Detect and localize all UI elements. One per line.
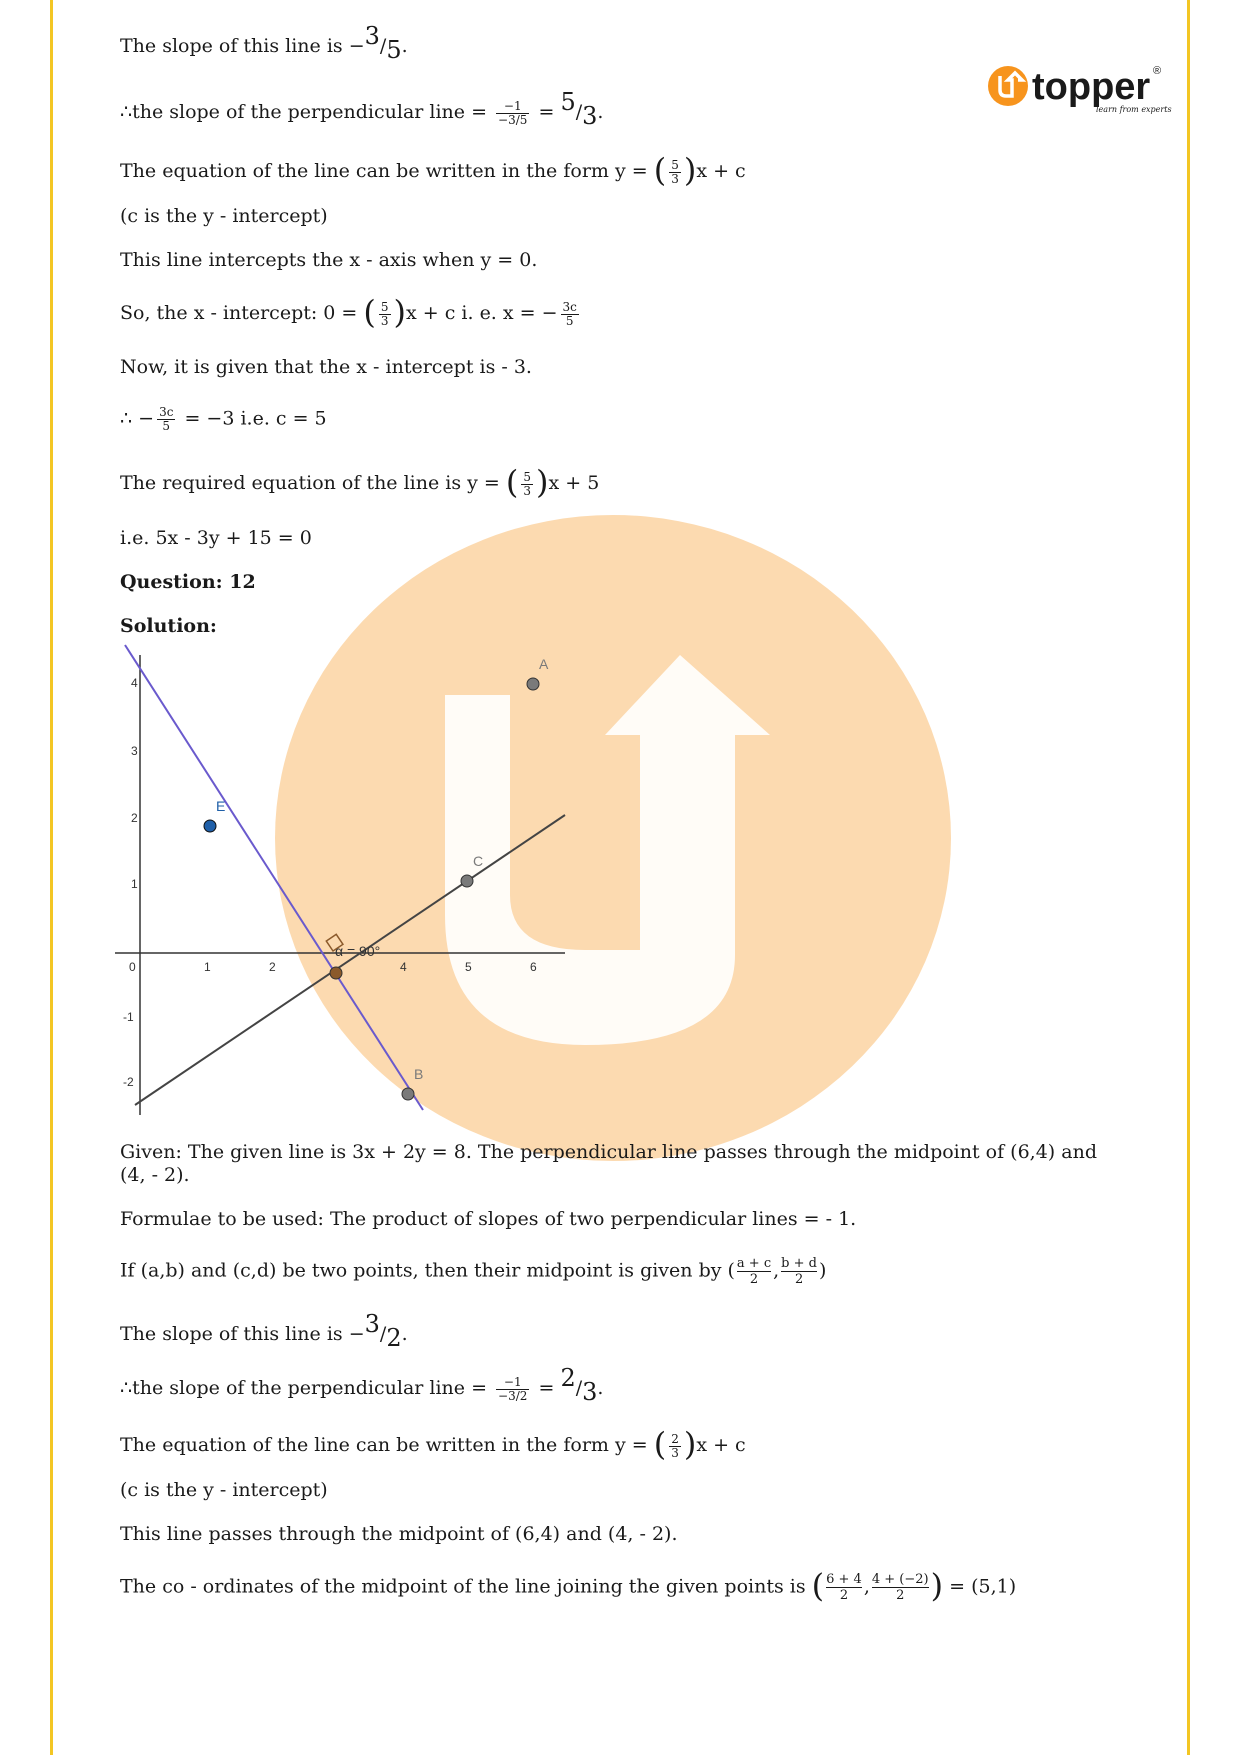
topper-logo: [986, 64, 1172, 122]
x-tick-2: 2: [269, 960, 276, 974]
registered-mark: ®: [1153, 65, 1162, 77]
x-tick-1: 1: [204, 960, 211, 974]
perpendicular-slope-1: ∴the slope of the perpendicular line = $\frac{-1}{-3/5}$ = 5/3.: [120, 88, 604, 130]
coordinate-graph: [115, 645, 585, 1125]
logo-circle-icon: [988, 66, 1028, 106]
final-equation: i.e. 5x - 3y + 15 = 0: [120, 527, 312, 549]
point-E: [204, 820, 216, 832]
point-A-label: A: [539, 656, 549, 672]
y-intercept-note-1: (c is the y - intercept): [120, 205, 328, 227]
logo-wordmark: topper: [1032, 66, 1151, 108]
point-C: [461, 875, 473, 887]
y-tick-neg1: -1: [123, 1010, 134, 1024]
x-intercept-equation: So, the x - intercept: 0 = ( $\frac{5}{3}$ )x + c i. e. x = − $\frac{3c}{5}$: [120, 293, 577, 331]
y-tick-neg2: -2: [123, 1075, 134, 1089]
required-equation: The required equation of the line is y = ( $\frac{5}{3}$ )x + 5: [120, 463, 600, 501]
given-line: [125, 645, 423, 1110]
point-C-label: C: [473, 853, 484, 869]
point-B-label: B: [414, 1066, 424, 1082]
perpendicular-line: [135, 815, 565, 1105]
point-E-label: E: [216, 798, 226, 814]
page-border-right: [1187, 0, 1190, 1755]
x-axis-intercept-text: This line intercepts the x - axis when y = 0.: [120, 249, 538, 271]
point-A: [527, 678, 539, 690]
x-tick-6: 6: [530, 960, 537, 974]
question-heading: Question: 12: [120, 571, 256, 593]
perpendicular-slope-2: ∴the slope of the perpendicular line = $\frac{-1}{-3/2}$ = 2/3.: [120, 1364, 604, 1406]
midpoint-formula: If (a,b) and (c,d) be two points, then their midpoint is given by ( $\frac{a + c}{2}$ , $\frac{b + d}{2}$ ): [120, 1256, 827, 1287]
slope-line-2: The slope of this line is −3/2.: [120, 1310, 408, 1352]
line-equation-form-1: The equation of the line can be written in the form y = ( $\frac{5}{3}$ )x + c: [120, 151, 746, 189]
point-B: [402, 1088, 414, 1100]
midpoint-coordinates: The co - ordinates of the midpoint of the line joining the given points is ( $\frac{6 + 4}{2}$ , $\frac{4 + (-2)}{2}$ ) = (5,1): [120, 1566, 1017, 1605]
formula-statement: Formulae to be used: The product of slopes of two perpendicular lines = - 1.: [120, 1208, 857, 1230]
page-border-left: [50, 0, 53, 1755]
solution-heading: Solution:: [120, 615, 217, 637]
angle-label: α = 90°: [335, 943, 381, 959]
logo-tagline: learn from experts: [1096, 105, 1172, 114]
midpoint-pass-text: This line passes through the midpoint of (6,4) and (4, - 2).: [120, 1523, 678, 1545]
y-tick-2: 2: [131, 811, 138, 825]
given-x-intercept: Now, it is given that the x - intercept is - 3.: [120, 356, 532, 378]
intersection-point: [330, 967, 342, 979]
line-equation-form-2: The equation of the line can be written in the form y = ( $\frac{2}{3}$ )x + c: [120, 1425, 746, 1463]
given-statement: Given: The given line is 3x + 2y = 8. The perpendicular line passes through the midpoint of (6,4) and (4, - 2).: [120, 1141, 1097, 1186]
x-tick-5: 5: [465, 960, 472, 974]
c-value-derivation: ∴ − $\frac{3c}{5}$ = −3 i.e. c = 5: [120, 405, 327, 433]
y-intercept-note-2: (c is the y - intercept): [120, 1479, 328, 1501]
slope-line-1: The slope of this line is −3/5.: [120, 22, 408, 64]
x-tick-4: 4: [400, 960, 407, 974]
x-tick-0: 0: [129, 960, 136, 974]
y-tick-3: 3: [131, 744, 138, 758]
y-tick-4: 4: [131, 676, 138, 690]
y-tick-1: 1: [131, 877, 138, 891]
